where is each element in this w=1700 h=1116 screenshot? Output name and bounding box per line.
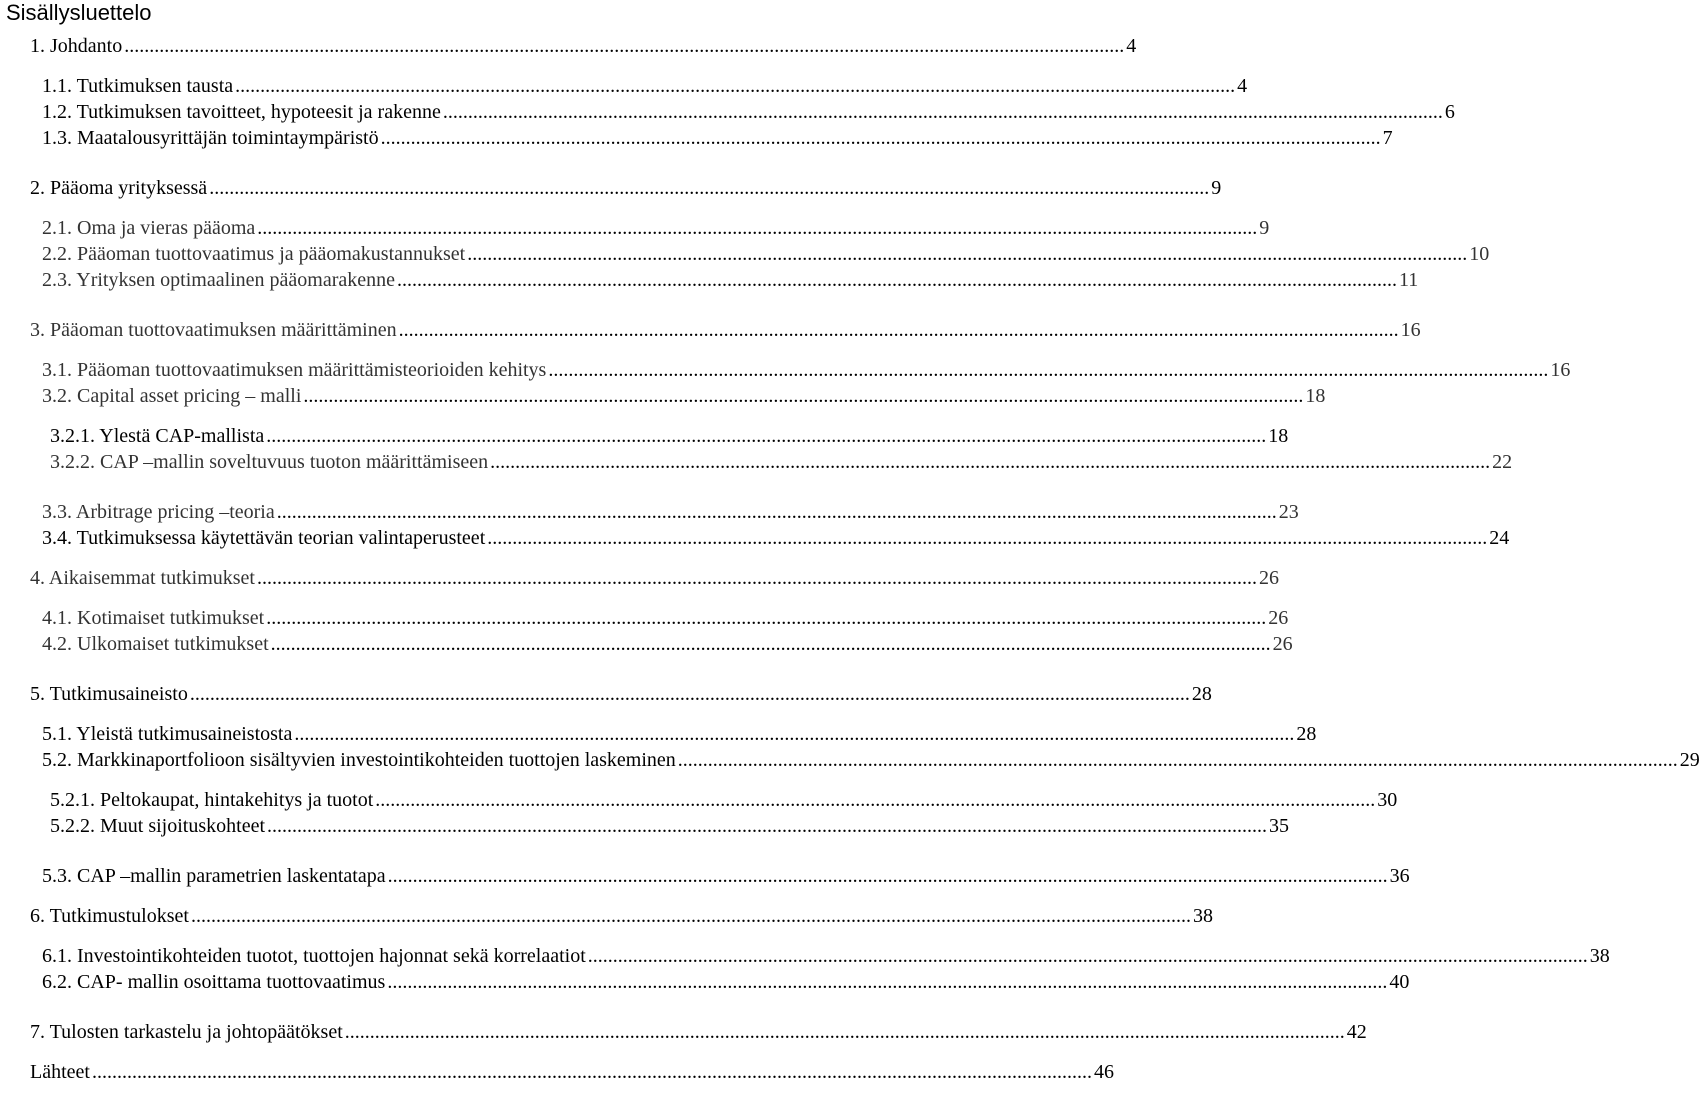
toc-entry-page: 23 — [1278, 501, 1299, 523]
toc-entry-number: 5. — [30, 683, 45, 705]
toc-entry — [30, 564, 1279, 590]
toc-entry-page: 42 — [1346, 1021, 1367, 1043]
toc-entry-title: Pääoman tuottovaatimus ja pääomakustannukset — [77, 243, 466, 265]
dot-leader: ........................................................................................................................................................................................................ — [375, 789, 1376, 811]
toc-entry-page: 4 — [1126, 35, 1137, 57]
toc-entry-number: 3.4. — [42, 527, 72, 549]
toc-entry — [42, 604, 1289, 630]
toc-entry-number: 6.1. — [42, 945, 72, 967]
toc-entry-title: Investointikohteiden tuotot, tuottojen hajonnat sekä korrelaatiot — [77, 945, 586, 967]
toc-entry — [30, 174, 1222, 200]
toc-entry-page: 18 — [1268, 425, 1289, 447]
toc-entry-page: 7 — [1382, 127, 1393, 149]
toc-entry — [42, 630, 1293, 656]
dot-leader: ........................................................................................................................................................................................................ — [303, 385, 1304, 407]
toc-entry-page: 35 — [1269, 815, 1289, 837]
toc-entry-page: 16 — [1550, 359, 1571, 381]
toc-entry-number: 3.2. — [42, 385, 72, 407]
toc-entry-number: 2.3. — [42, 269, 72, 291]
toc-entry-page: 26 — [1259, 567, 1279, 589]
toc-entry-number: 3.3. — [42, 501, 72, 523]
toc-entry-number: 3.2.1. — [50, 425, 95, 447]
toc-entry — [42, 240, 1490, 266]
dot-leader: ........................................................................................................................................................................................................ — [344, 1021, 1345, 1043]
dot-leader: ........................................................................................................................................................................................................ — [442, 101, 1443, 123]
toc-entry-page: 9 — [1211, 177, 1222, 199]
dot-leader: ........................................................................................................................................................................................................ — [124, 35, 1125, 57]
toc-entry-title: Tutkimusaineisto — [49, 683, 188, 705]
dot-leader: ........................................................................................................................................................................................................ — [467, 243, 1468, 265]
toc-entry — [42, 266, 1419, 292]
toc-entry-number: 3. — [30, 319, 45, 341]
dot-leader: ........................................................................................................................................................................................................ — [387, 971, 1388, 993]
toc-entry-title: Tutkimuksessa käytettävän teorian valintaperusteet — [76, 527, 486, 549]
toc-entry-number: 1.3. — [42, 127, 72, 149]
toc-entry-title: Maatalousyrittäjän toimintaympäristö — [77, 127, 379, 149]
toc-entry — [42, 942, 1610, 968]
dot-leader: ........................................................................................................................................................................................................ — [91, 1061, 1092, 1083]
toc-entry-title: Pääoman tuottovaatimuksen määrittäminen — [50, 319, 397, 341]
dot-leader: ........................................................................................................................................................................................................ — [266, 425, 1267, 447]
toc-entry — [42, 214, 1270, 240]
toc-entry-page: 24 — [1489, 527, 1510, 549]
toc-entry-number: 4.1. — [42, 607, 72, 629]
dot-leader: ........................................................................................................................................................................................................ — [266, 607, 1267, 629]
toc-entry — [50, 448, 1513, 474]
toc-entry — [42, 98, 1455, 124]
toc-entry-page: 11 — [1399, 269, 1419, 291]
toc-entry-page: 6 — [1444, 101, 1455, 123]
toc-entry-title: Yleistä tutkimusaineistosta — [76, 723, 293, 745]
toc-entry-page: 16 — [1400, 319, 1421, 341]
dot-leader: ........................................................................................................................................................................................................ — [294, 723, 1295, 745]
toc-entry-title: Tutkimustulokset — [49, 905, 189, 927]
toc-entry — [30, 1018, 1367, 1044]
dot-leader: ........................................................................................................................................................................................................ — [397, 269, 1398, 291]
toc-entry — [42, 862, 1410, 888]
dot-leader: ........................................................................................................................................................................................................ — [490, 451, 1491, 473]
dot-leader: ........................................................................................................................................................................................................ — [276, 501, 1277, 523]
dot-leader: ........................................................................................................................................................................................................ — [190, 905, 1191, 927]
toc-entry-number: 1.2. — [42, 101, 72, 123]
toc-entry-number: 3.1. — [42, 359, 72, 381]
toc-entry-title: Tulosten tarkastelu ja johtopäätökset — [49, 1021, 343, 1043]
toc-entry-title: Yrityksen optimaalinen pääomarakenne — [76, 269, 396, 291]
dot-leader: ........................................................................................................................................................................................................ — [235, 75, 1236, 97]
toc-entry-title: Tutkimuksen tausta — [76, 75, 234, 97]
toc-entry-page: 10 — [1469, 243, 1490, 265]
toc-entry-title: Muut sijoituskohteet — [100, 815, 265, 837]
toc-entry-title: CAP- mallin osoittama tuottovaatimus — [77, 971, 386, 993]
toc-entry-number: 5.2.2. — [50, 815, 95, 837]
toc-entry-number: 2.2. — [42, 243, 72, 265]
toc-entry-page: 9 — [1259, 217, 1270, 239]
toc-entry — [42, 746, 1700, 772]
dot-leader: ........................................................................................................................................................................................................ — [387, 865, 1388, 887]
toc-entry — [42, 72, 1248, 98]
toc-entry-page: 38 — [1589, 945, 1610, 967]
toc-entry-page: 26 — [1272, 633, 1293, 655]
toc-entry-title: Capital asset pricing – malli — [77, 385, 302, 407]
toc-entry-number: 1. — [30, 35, 45, 57]
toc-entry-page: 26 — [1268, 607, 1289, 629]
toc-entry — [42, 356, 1571, 382]
toc-entry — [42, 498, 1299, 524]
toc-entry-title: Kotimaiset tutkimukset — [77, 607, 265, 629]
toc-entry-title: Arbitrage pricing –teoria — [75, 501, 275, 523]
toc-entry-title: Oma ja vieras pääoma — [77, 217, 256, 239]
dot-leader: ........................................................................................................................................................................................................ — [209, 177, 1210, 199]
dot-leader: ........................................................................................................................................................................................................ — [189, 683, 1190, 705]
toc-entry — [30, 32, 1137, 58]
toc-entry — [30, 902, 1213, 928]
dot-leader: ........................................................................................................................................................................................................ — [398, 319, 1399, 341]
toc-entry-number: 1.1. — [42, 75, 72, 97]
toc-entry-page: 29 — [1679, 749, 1700, 771]
toc-entry-number: 2.1. — [42, 217, 72, 239]
toc-entry-number: 5.2. — [42, 749, 72, 771]
toc-entry-title: Lähteet — [30, 1061, 90, 1083]
toc-entry — [42, 968, 1410, 994]
toc-entry — [50, 786, 1398, 812]
toc-entry-number: 6.2. — [42, 971, 72, 993]
toc-entry-number: 5.2.1. — [50, 789, 95, 811]
toc-entry — [42, 524, 1510, 550]
toc-entry — [42, 720, 1317, 746]
dot-leader: ........................................................................................................................................................................................................ — [548, 359, 1549, 381]
dot-leader: ........................................................................................................................................................................................................ — [270, 633, 1271, 655]
toc-entry-title: Markkinaportfolioon sisältyvien investointikohteiden tuottojen laskeminen — [77, 749, 676, 771]
toc-entry-title: CAP –mallin parametrien laskentatapa — [77, 865, 386, 887]
toc-entry-title: Johdanto — [50, 35, 123, 57]
toc-entry-title: Ylestä CAP-mallista — [99, 425, 265, 447]
dot-leader: ........................................................................................................................................................................................................ — [257, 217, 1258, 239]
toc-entry-title: Tutkimuksen tavoitteet, hypoteesit ja rakenne — [76, 101, 441, 123]
toc-entry — [30, 680, 1212, 706]
toc-entry-number: 5.1. — [42, 723, 72, 745]
toc-entry-page: 18 — [1305, 385, 1326, 407]
page-title: Sisällysluettelo — [6, 0, 152, 25]
toc-entry-title: Peltokaupat, hintakehitys ja tuotot — [100, 789, 374, 811]
toc-entry — [30, 1058, 1114, 1084]
dot-leader: ........................................................................................................................................................................................................ — [257, 567, 1257, 589]
toc-entry-title: Pääoman tuottovaatimuksen määrittämisteorioiden kehitys — [77, 359, 547, 381]
toc-entry-title: Pääoma yrityksessä — [50, 177, 208, 199]
toc-entry-page: 28 — [1191, 683, 1212, 705]
toc-entry-number: 2. — [30, 177, 45, 199]
toc-entry-title: CAP –mallin soveltuvuus tuoton määrittämiseen — [100, 451, 489, 473]
toc-entry-number: 4.2. — [42, 633, 72, 655]
toc-entry-number: 4. — [30, 567, 45, 589]
dot-leader: ........................................................................................................................................................................................................ — [487, 527, 1488, 549]
dot-leader: ........................................................................................................................................................................................................ — [587, 945, 1588, 967]
toc-entry-page: 4 — [1237, 75, 1248, 97]
toc-entry-page: 30 — [1377, 789, 1398, 811]
toc-entry-page: 40 — [1389, 971, 1410, 993]
toc-entry-page: 28 — [1296, 723, 1317, 745]
toc-entry — [50, 422, 1289, 448]
toc-entry — [30, 316, 1421, 342]
toc-entry — [42, 382, 1326, 408]
toc-entry-number: 6. — [30, 905, 45, 927]
toc-entry-title: Aikaisemmat tutkimukset — [48, 567, 255, 589]
toc-entry-page: 46 — [1093, 1061, 1114, 1083]
toc-entry-title: Ulkomaiset tutkimukset — [77, 633, 269, 655]
dot-leader: ........................................................................................................................................................................................................ — [267, 815, 1267, 837]
toc-entry-number: 7. — [30, 1021, 45, 1043]
toc-entry-page: 22 — [1492, 451, 1513, 473]
toc-entry — [42, 124, 1393, 150]
dot-leader: ........................................................................................................................................................................................................ — [380, 127, 1381, 149]
toc-entry-page: 38 — [1192, 905, 1213, 927]
toc-entry-page: 36 — [1389, 865, 1410, 887]
dot-leader: ........................................................................................................................................................................................................ — [677, 749, 1678, 771]
toc-entry — [50, 812, 1289, 838]
toc-entry-number: 3.2.2. — [50, 451, 95, 473]
toc-entry-number: 5.3. — [42, 865, 72, 887]
